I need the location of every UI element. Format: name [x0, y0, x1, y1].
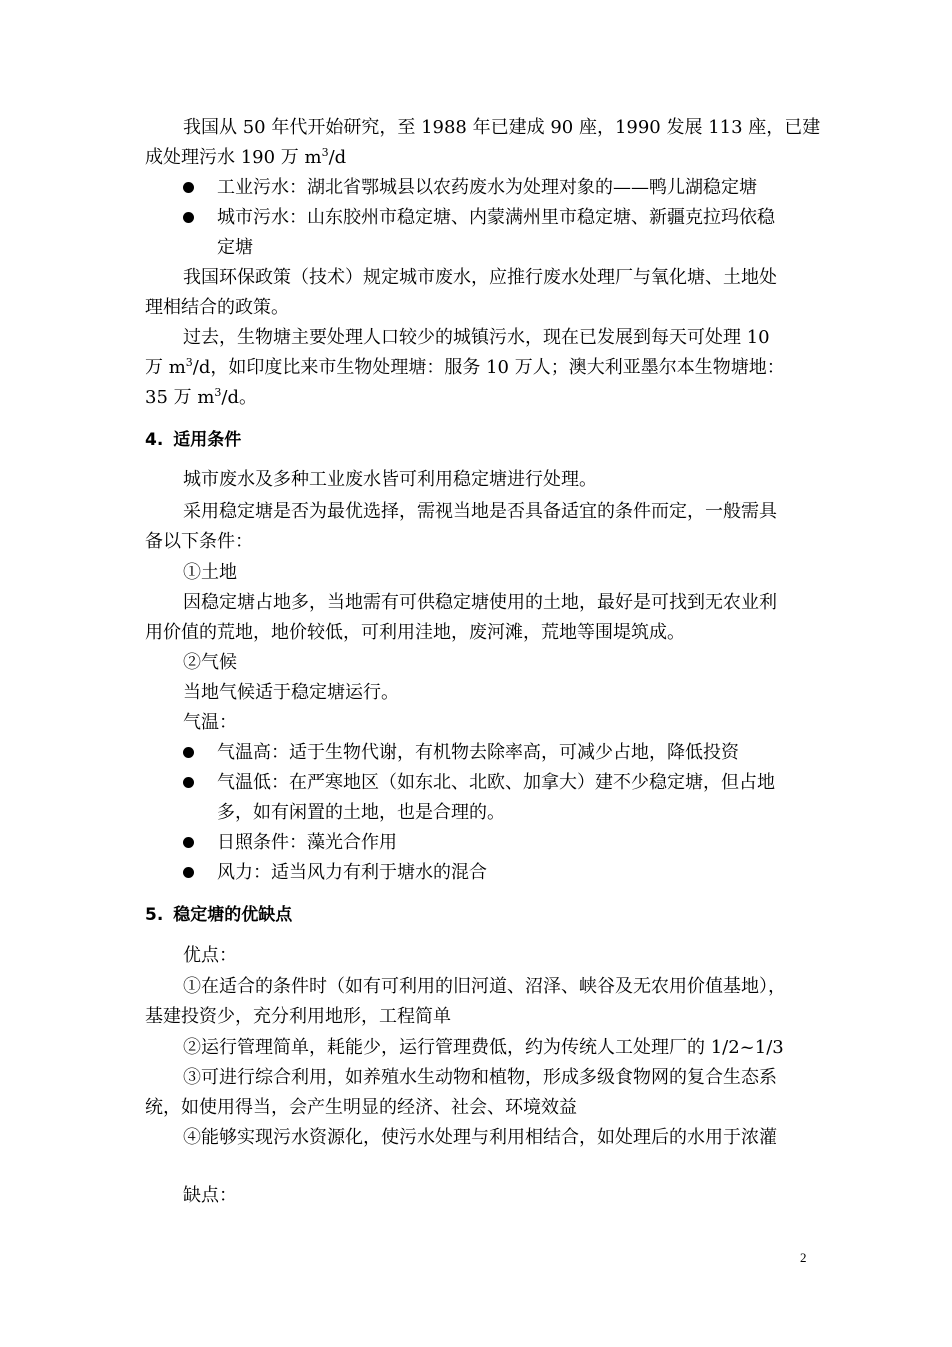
bullet-item-continuation: 定塘: [217, 237, 253, 258]
pros-label: 优点：: [183, 945, 237, 966]
bullet-item-continuation: 多，如有闲置的土地，也是合理的。: [217, 802, 505, 823]
paragraph-line: 成处理污水 190 万 $m^3/d$: [145, 146, 347, 168]
paragraph-line: 过去，生物塘主要处理人口较少的城镇污水，现在已发展到每天可处理 10: [183, 327, 770, 348]
bullet-item: 风力：适当风力有利于塘水的混合: [217, 862, 487, 883]
paragraph-line: ①在适合的条件时（如有可利用的旧河道、沼泽、峡谷及无农用价值基地），: [183, 976, 786, 997]
bullet-item: 日照条件：藻光合作用: [217, 832, 397, 853]
paragraph-line: 我国环保政策（技术）规定城市废水，应推行废水处理厂与氧化塘、土地处: [183, 267, 777, 288]
bullet-icon: [183, 182, 194, 193]
bullet-icon: [183, 747, 194, 758]
paragraph-line: 城市废水及多种工业废水皆可利用稳定塘进行处理。: [183, 469, 597, 490]
bullet-icon: [183, 837, 194, 848]
paragraph-line: 统，如使用得当，会产生明显的经济、社会、环境效益: [145, 1097, 577, 1118]
paragraph-line: 采用稳定塘是否为最优选择，需视当地是否具备适宜的条件而定，一般需具: [183, 501, 777, 522]
bullet-icon: [183, 777, 194, 788]
subheading-land: ①土地: [183, 562, 237, 583]
bullet-item: 工业污水：湖北省鄂城县以农药废水为处理对象的——鸭儿湖稳定塘: [217, 177, 757, 198]
subheading-climate: ②气候: [183, 652, 237, 673]
section-heading: 5. 稳定塘的优缺点: [145, 905, 293, 925]
section-heading: 4. 适用条件: [145, 430, 242, 450]
paragraph-line: ③可进行综合利用，如养殖水生动物和植物，形成多级食物网的复合生态系: [183, 1067, 777, 1088]
paragraph-line: ④能够实现污水资源化，使污水处理与利用相结合，如处理后的水用于浓灌: [183, 1127, 777, 1148]
paragraph-line: 气温：: [183, 712, 237, 733]
page-number: 2: [800, 1250, 807, 1265]
paragraph-line: 我国从 50 年代开始研究，至 1988 年已建成 90 座，1990 发展 113 座，已建: [183, 117, 821, 138]
paragraph-line: 用价值的荒地，地价较低，可利用洼地，废河滩，荒地等围堤筑成。: [145, 622, 685, 643]
paragraph-line: 万 $m^3/d$，如印度比来市生物处理塘：服务 10 万人；澳大利亚墨尔本生物塘地：: [145, 356, 785, 378]
paragraph-line: 理相结合的政策。: [145, 297, 289, 318]
paragraph-line: 备以下条件：: [145, 531, 253, 552]
paragraph-line: ②运行管理简单，耗能少，运行管理费低，约为传统人工处理厂的 1/2~1/3: [183, 1037, 784, 1058]
paragraph-line: 基建投资少，充分利用地形，工程简单: [145, 1006, 451, 1027]
cons-label: 缺点：: [183, 1185, 237, 1206]
paragraph-line: 当地气候适于稳定塘运行。: [183, 682, 399, 703]
bullet-icon: [183, 867, 194, 878]
bullet-icon: [183, 212, 194, 223]
paragraph-line: 因稳定塘占地多，当地需有可供稳定塘使用的土地，最好是可找到无农业利: [183, 592, 777, 613]
paragraph-line: 35 万 $m^3/d$。: [145, 386, 258, 408]
bullet-item: 城市污水：山东胶州市稳定塘、内蒙满州里市稳定塘、新疆克拉玛依稳: [217, 207, 775, 228]
bullet-item: 气温高：适于生物代谢，有机物去除率高，可减少占地，降低投资: [217, 742, 739, 763]
bullet-item: 气温低：在严寒地区（如东北、北欧、加拿大）建不少稳定塘，但占地: [217, 772, 775, 793]
